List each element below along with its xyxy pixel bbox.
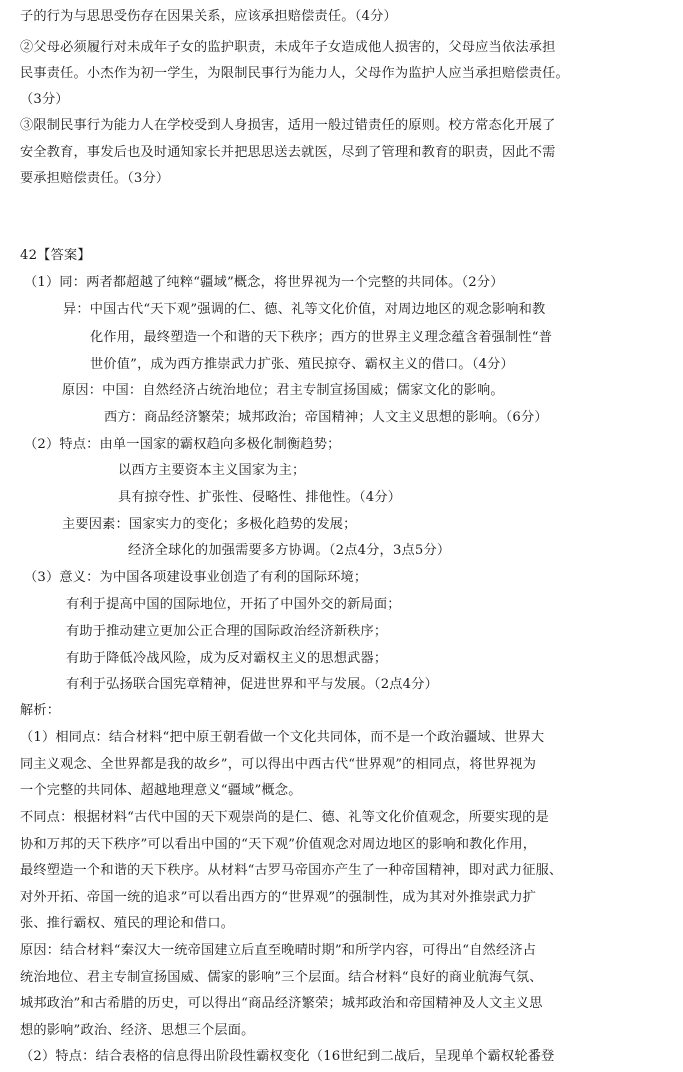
answer-line: 世价值”，成为西方推崇武力扩张、殖民掠夺、霸权主义的借口。（4分） bbox=[90, 357, 514, 372]
analysis-line: 对外开拓、帝国一统的追求”可以看出西方的“世界观”的强制性，成为其对外推崇武力扩 bbox=[20, 890, 537, 905]
answer-line: （1）同：两者都超越了纯粹“疆域”概念，将世界视为一个完整的共同体。（2分） bbox=[24, 275, 504, 290]
answer-line: 有助于推动建立更加公正合理的国际政治经济新秩序； bbox=[66, 624, 388, 639]
text-line: 安全教育，事发后也及时通知家长并把思思送去就医，尽到了管理和教育的职责，因此不需 bbox=[20, 145, 556, 160]
analysis-line: 城邦政治”和古希腊的历史，可以得出“商品经济繁荣；城邦政治和帝国精神及人文主义思 bbox=[20, 996, 543, 1011]
analysis-line: 统治地位、君主专制宣扬国威、儒家的影响”三个层面。结合材料“良好的商业航海气氛、 bbox=[20, 970, 543, 985]
text-line: 要承担赔偿责任。（3分） bbox=[20, 171, 170, 186]
answer-line: 经济全球化的加强需要多方协调。（2点4分，3点5分） bbox=[128, 543, 451, 558]
answer-line: 以西方主要资本主义国家为主； bbox=[118, 463, 306, 478]
answer-line: 异：中国古代“天下观”强调的仁、德、礼等文化价值，对周边地区的观念影响和教 bbox=[63, 302, 546, 317]
answer-line: 有利于弘扬联合国宪章精神，促进世界和平与发展。（2点4分） bbox=[66, 677, 439, 692]
text-line: ③限制民事行为能力人在学校受到人身损害，适用一般过错责任的原则。校方常态化开展了 bbox=[20, 118, 556, 133]
answer-line: 原因：中国：自然经济占统治地位；君主专制宣扬国威；儒家文化的影响。 bbox=[62, 383, 504, 398]
analysis-line: （2）特点：结合表格的信息得出阶段性霸权变化（16世纪到二战后，呈现单个霸权轮番登 bbox=[20, 1049, 555, 1064]
text-line: ②父母必须履行对未成年子女的监护职责，未成年子女造成他人损害的，父母应当依法承担 bbox=[20, 40, 556, 55]
answer-line: 主要因素：国家实力的变化；多极化趋势的发展； bbox=[62, 517, 357, 532]
answer-line: 具有掠夺性、扩张性、侵略性、排他性。（4分） bbox=[118, 490, 402, 505]
analysis-line: 协和万邦的天下秩序”可以看出中国的“天下观”价值观念对周边地区的影响和教化作用， bbox=[20, 837, 537, 852]
answer-line: 有利于提高中国的国际地位，开拓了中国外交的新局面； bbox=[66, 597, 401, 612]
analysis-heading: 解析： bbox=[20, 703, 61, 718]
analysis-line: 不同点：根据材料“古代中国的天下观崇尚的是仁、德、礼等文化价值观念，所要实现的是 bbox=[20, 810, 550, 825]
answer-heading: 42【答案】 bbox=[20, 248, 91, 263]
answer-line: （2）特点：由单一国家的霸权趋向多极化制衡趋势； bbox=[24, 437, 341, 452]
analysis-line: 同主义观念、全世界都是我的故乡”，可以得出中西古代“世界观”的相同点，将世界视为 bbox=[20, 757, 537, 772]
answer-line: 西方：商品经济繁荣；城邦政治；帝国精神；人文主义思想的影响。（6分） bbox=[104, 410, 548, 425]
answer-line: 有助于降低冷战风险，成为反对霸权主义的思想武器； bbox=[66, 651, 388, 666]
text-line: 子的行为与思思受伤存在因果关系，应该承担赔偿责任。（4分） bbox=[20, 9, 397, 24]
analysis-line: 一个完整的共同体、超越地理意义“疆域”概念。 bbox=[20, 783, 302, 798]
analysis-line: 想的影响”政治、经济、思想三个层面。 bbox=[20, 1023, 255, 1038]
analysis-line: 原因：结合材料“秦汉大一统帝国建立后直至晚晴时期”和所学内容，可得出“自然经济占 bbox=[20, 943, 537, 958]
answer-line: 化作用，最终塑造一个和谐的天下秩序；西方的世界主义理念蕴含着强制性“普 bbox=[90, 330, 553, 345]
analysis-line: 最终塑造一个和谐的天下秩序。从材料“古罗马帝国亦产生了一种帝国精神，即对武力征服、 bbox=[20, 863, 563, 878]
text-line: （3分） bbox=[20, 92, 69, 107]
text-line: 民事责任。小杰作为初一学生，为限制民事行为能力人，父母作为监护人应当承担赔偿责任。 bbox=[20, 66, 569, 81]
analysis-line: （1）相同点：结合材料“把中原王朝看做一个文化共同体，而不是一个政治疆域、世界大 bbox=[20, 730, 545, 745]
answer-line: （3）意义：为中国各项建设事业创造了有利的国际环境； bbox=[24, 570, 368, 585]
analysis-line: 张、推行霸权、殖民的理论和借口。 bbox=[20, 916, 235, 931]
